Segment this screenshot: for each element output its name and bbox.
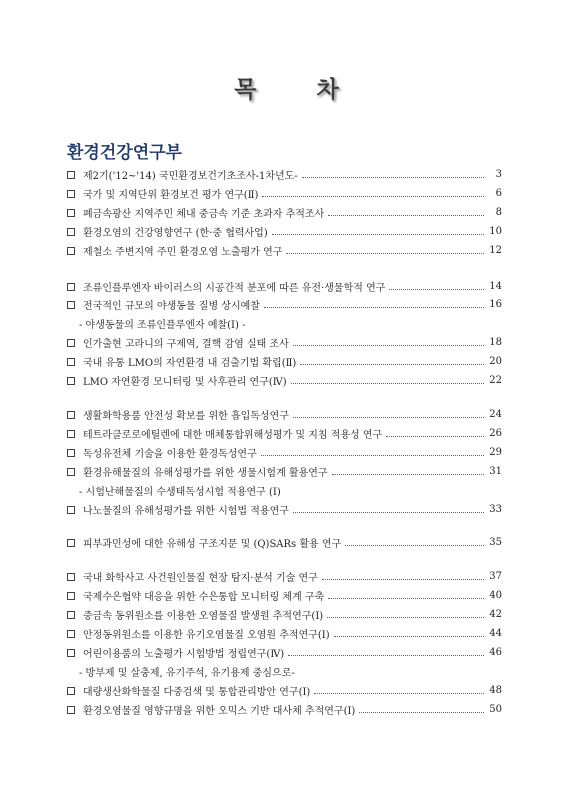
leader-dots [389,289,484,290]
toc-entry-title: 대량생산화학물질 다중검색 및 통합관리방안 연구(Ⅰ) [83,687,311,698]
toc-entry-page: 40 [489,590,502,601]
toc-entry-page: 3 [495,169,502,180]
toc-entry-page: 50 [489,704,502,715]
toc-entry-title: 피부과민성에 대한 유해성 구조지문 및 (Q)SARs 활용 연구 [83,539,342,550]
toc-entry-title: - 시험난해물질의 수생태독성시험 적용연구 (Ⅰ) [79,487,281,498]
toc-entry[interactable] [67,333,502,352]
toc-entry-title: 어린이용품의 노출평가 시험방법 정립연구(Ⅳ) [83,649,285,660]
checkbox-icon [67,301,75,309]
leader-dots [264,307,484,308]
toc-entry-title: 환경유해물질의 유해성평가를 위한 생물시험계 활용연구 [83,468,328,479]
toc-entry[interactable] [67,295,502,314]
checkbox-icon [67,506,75,514]
toc-entry-title: 전국적인 규모의 야생동물 질병 상시예찰 [83,301,260,312]
toc-entry-title: 독성유전체 기술을 이용한 환경독성연구 [83,449,257,460]
toc-entry-page: 8 [495,207,502,218]
toc-entry[interactable] [67,405,502,424]
toc-entry[interactable] [67,533,502,552]
toc-entry-page: 35 [489,537,502,548]
toc-entry-title: 환경오염물질 영향규명을 위한 오믹스 기반 대사체 추적연구(Ⅰ) [83,706,356,717]
checkbox-icon [67,377,75,385]
toc-entry-title: 생활화학용품 안전성 확보를 위한 흡입독성연구 [83,411,289,422]
toc-entry-page: 48 [489,685,502,696]
toc-entry-page: 24 [489,409,502,420]
leader-dots [332,474,484,475]
toc-entry-page: 10 [489,226,502,237]
toc-entry-page: 12 [489,245,502,256]
toc-entry-page: 26 [489,428,502,439]
checkbox-icon [67,649,75,657]
checkbox-icon [67,171,75,179]
toc-entry-page: 44 [489,628,502,639]
leader-dots [386,436,484,437]
toc-entry-page: 20 [489,356,502,367]
toc-entry[interactable] [67,277,502,296]
toc-entry-title: - 방부제 및 살충제, 유기주석, 유기용제 중심으로- [79,668,295,679]
toc-entry[interactable] [67,586,502,605]
checkbox-icon [67,228,75,236]
leader-dots [327,617,484,618]
checkbox-icon [67,449,75,457]
toc-entry-title: - 야생동물의 조류인플루엔자 예찰(Ⅰ) - [79,320,246,331]
toc-entry[interactable] [67,241,502,260]
leader-dots [302,177,484,178]
toc-entry[interactable] [67,184,502,203]
toc-entry-page: 18 [489,337,502,348]
leader-dots [262,196,484,197]
checkbox-icon [67,611,75,619]
leader-dots [261,455,484,456]
toc-entry-title: 제2기('12~'14) 국민환경보건기초조사-1차년도- [83,171,298,182]
toc-subtitle [79,481,514,500]
toc-entry[interactable] [67,700,502,719]
leader-dots [272,234,484,235]
toc-entry[interactable] [67,203,502,222]
checkbox-icon [67,573,75,581]
toc-entry[interactable] [67,165,502,184]
toc-entry-page: 29 [489,447,502,458]
toc-entry-title: 국가 및 지역단위 환경보건 평가 연구(Ⅱ) [83,190,259,201]
toc-entry[interactable] [67,567,502,586]
leader-dots [322,579,484,580]
leader-dots [314,693,484,694]
leader-dots [293,417,484,418]
checkbox-icon [67,592,75,600]
checkbox-icon [67,706,75,714]
toc-entry-page: 6 [495,188,502,199]
page-title [0,71,575,104]
checkbox-icon [67,339,75,347]
toc-entry[interactable] [67,443,502,462]
toc-entry-title: 환경오염의 건강영향연구 (한·중 협력사업) [83,228,268,239]
leader-dots [293,512,484,513]
toc-entry-title: 인가출현 고라니의 구제역, 결핵 감염 실태 조사 [83,339,289,350]
checkbox-icon [67,283,75,291]
checkbox-icon [67,630,75,638]
toc-entry[interactable] [67,352,502,371]
toc-entry[interactable] [67,605,502,624]
page-title-char-2: 차 [316,77,341,103]
toc-entry-page: 46 [489,647,502,658]
checkbox-icon [67,247,75,255]
section-heading: 환경건강연구부 [67,143,182,163]
leader-dots [359,712,484,713]
checkbox-icon [67,468,75,476]
toc-entry[interactable] [67,371,502,390]
toc-entry-page: 37 [489,571,502,582]
leader-dots [345,545,484,546]
leader-dots [291,383,484,384]
toc-entry-page: 16 [489,299,502,310]
toc-entry-title: 테트라클로로에틸렌에 대한 매체통합위해성평가 및 지침 적용성 연구 [83,430,383,441]
toc-entry[interactable] [67,643,502,662]
toc-entry-title: 국내 화학사고 사건원인물질 현장 탐지·분석 기술 연구 [83,573,318,584]
toc-entry-page: 22 [489,375,502,386]
toc-entry-title: 국제수은협약 대응을 위한 수은통합 모니터링 체계 구축 [83,592,325,603]
leader-dots [300,364,484,365]
toc-entry-title: 나노물질의 유해성평가를 위한 시험법 적용연구 [83,506,289,517]
toc-entry[interactable] [67,624,502,643]
toc-entry[interactable] [67,462,502,481]
checkbox-icon [67,430,75,438]
toc-subtitle [79,662,514,681]
toc-entry[interactable] [67,424,502,443]
toc-entry-title: 폐금속광산 지역주민 체내 중금속 기준 초과자 추적조사 [83,209,325,220]
toc-entry-page: 42 [489,609,502,620]
toc-entry[interactable] [67,681,502,700]
toc-entry[interactable] [67,500,502,519]
toc-entry-page: 31 [489,466,502,477]
leader-dots [328,215,484,216]
toc-entry-title: 안정동위원소를 이용한 유기오염물질 오염원 추적연구(Ⅰ) [83,630,330,641]
leader-dots [328,598,484,599]
toc-subtitle [79,314,514,333]
leader-dots [286,253,484,254]
leader-dots [293,345,484,346]
checkbox-icon [67,687,75,695]
leader-dots [334,636,484,637]
checkbox-icon [67,358,75,366]
checkbox-icon [67,190,75,198]
toc-entry-page: 14 [489,281,502,292]
leader-dots [288,655,484,656]
page-title-char-1: 목 [234,77,259,103]
toc-entry-title: 조류인플루엔자 바이러스의 시공간적 분포에 따른 유전·생물학적 연구 [83,283,386,294]
toc-entry[interactable] [67,222,502,241]
checkbox-icon [67,209,75,217]
toc-entry-title: 국내 유통 LMO의 자연환경 내 검출기법 확립(Ⅱ) [83,358,297,369]
checkbox-icon [67,411,75,419]
checkbox-icon [67,539,75,547]
toc-entry-title: 중금속 동위원소를 이용한 오염물질 발생원 추적연구(Ⅰ) [83,611,324,622]
toc-entry-title: LMO 자연환경 모니터링 및 사후관리 연구(Ⅳ) [83,377,287,388]
toc-entry-page: 33 [489,504,502,515]
toc-entry-title: 제철소 주변지역 주민 환경오염 노출평가 연구 [83,247,283,258]
